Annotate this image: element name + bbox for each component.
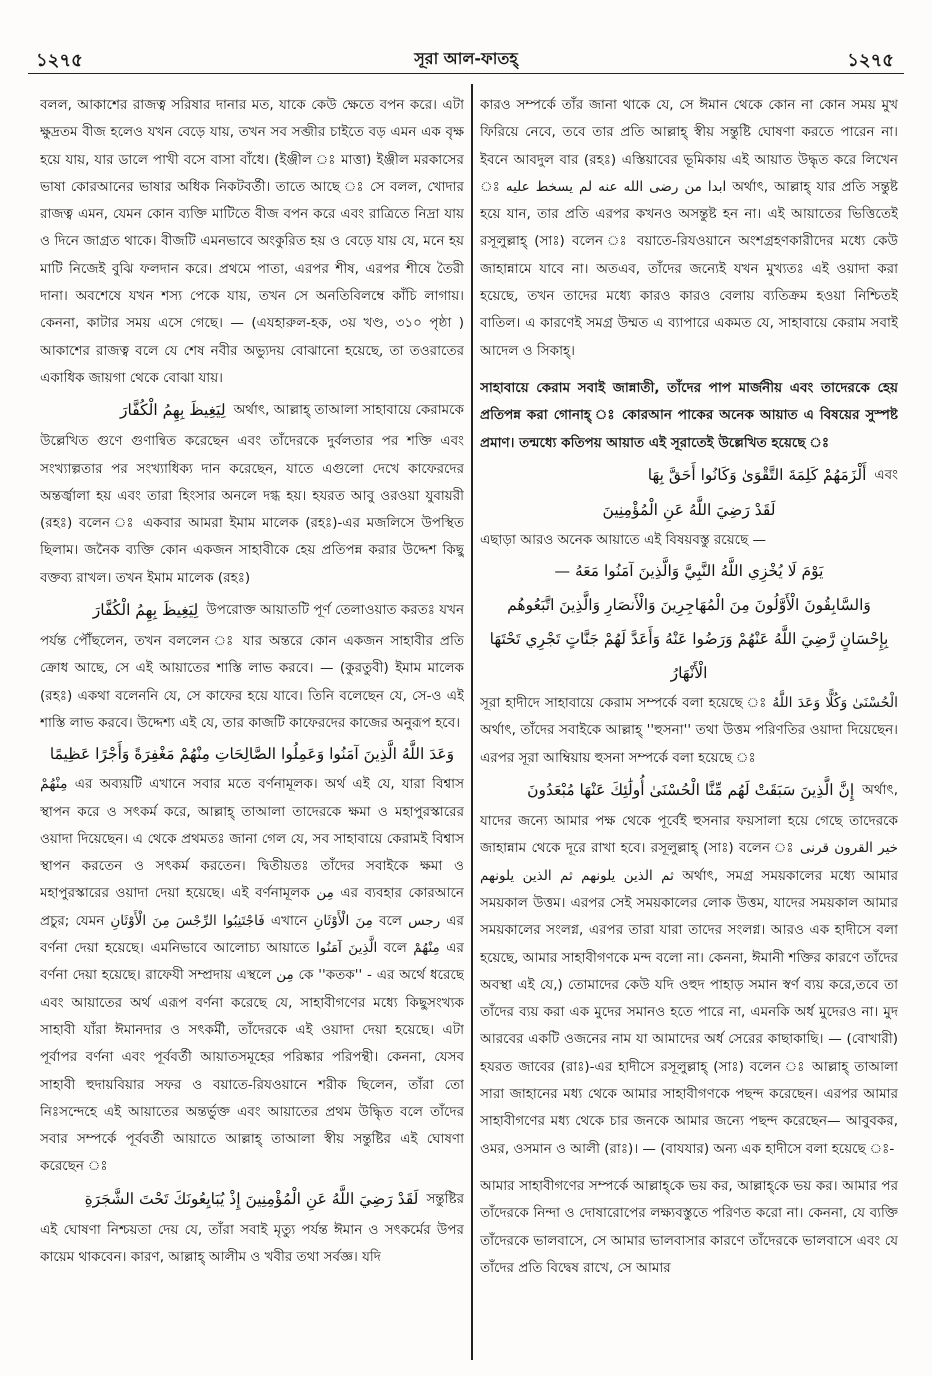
arabic-verse: لَقَدْ رَضِيَ اللَّهُ عَنِ الْمُؤْمِنِينَ [602, 500, 776, 519]
paragraph-fragment: সন্তুষ্টির [426, 1190, 464, 1207]
arabic-verse: وَعَدَ اللَّهُ الَّذِينَ آمَنُوا وَعَمِلُوا الصَّالِحَاتِ مِنْهُمْ مَغْفِرَةً وَأَجْرًا عَظِيمًا [49, 745, 455, 764]
paragraph: পর্যন্ত পৌঁছলেন, তখন বললেন ঃ যার অন্তরে কোন একজন সাহাবীর প্রতি ক্রোধ আছে, সে এই আয়াতের শাস্তি লাভ করবে। — (কুরতুবী) ইমাম মালেক (রহঃ) একথা বলেননি যে, সে কাফের হয়ে যাবে। তিনি বলেছেন যে, সে-ও এই শাস্তি লাভ করবে। উদ্দেশ্য এই যে, তার কাজটি কাফেরদের কাজের অনুরূপ হবে। [40, 633, 464, 731]
arabic-verse: أَلْزَمَهُمْ كَلِمَةَ التَّقْوَىٰ وَكَانُوا أَحَقَّ بِهَا [647, 465, 867, 484]
arabic-phrase: وَكُلًّا وَعَدَ اللَّهُ [772, 695, 848, 712]
column-divider [471, 84, 473, 1360]
paragraph: কারও সম্পর্কে তাঁর জানা থাকে যে, সে ঈমান থেকে কোন না কোন সময় মুখ ফিরিয়ে নেবে, তবে তার প্রতি আল্লাহ্ স্বীয় সন্তুষ্টি ঘোষণা করতে পারেন না। ইবনে আবদুল বার (রহঃ) এস্তিয়াবের ভূমিকায় এই আয়াত উদ্ধৃত করে লিখেন ঃ ابدا من رضى الله عنه لم يسخط عليه অর্থাৎ, আল্লাহ্ যার প্রতি সন্তুষ্ট হয়ে যান, তার প্রতি এরপর কখনও অসন্তুষ্ট হন না। এই আয়াতের ভিত্তিতেই রসূলুল্লাহ্ (সাঃ) বলেন ঃ বয়াতে-রিযওয়ানে অংশগ্রহণকারীদের মধ্যে কেউ জাহান্নামে যাবে না। অতএব, তাঁদের জন্যেই যখন মুখ্যতঃ এই ওয়াদা করা হয়েছে, তখন তাদের মধ্যে কারও কারও বেলায় ব্যতিক্রম হওয়া নিশ্চিতই বাতিল। এ কারণেই সমগ্র উম্মত এ ব্যাপারে একমত যে, সাহাবায়ে কেরাম সবাই আদেল ও সিকাহ্। [480, 97, 898, 359]
paragraph: উল্লেখিত গুণে গুণান্বিত করেছেন এবং তাঁদেরকে দুর্বলতার পর শক্তি এবং সংখ্যাল্পতার পর সংখ্যাধিক্য দান করেছেন, যাতে এগুলো দেখে কাফেরদের অন্তর্জ্বালা হয় এবং তারা হিংসার অনলে দগ্ধ হয়। হযরত আবু ওরওয়া যুবায়রী (রহঃ) বলেন ঃ একবার আমরা ইমাম মালেক (রহঃ)-এর মজলিসে উপস্থিত ছিলাম। জনৈক ব্যক্তি কোন একজন সাহাবীকে হেয় প্রতিপন্ন করার উদ্দেশ কিছু বক্তব্য রাখল। তখন ইমাম মালেক (রহঃ) [40, 433, 464, 586]
verse-line [480, 772, 898, 808]
paragraph: আমার সাহাবীগণের সম্পর্কে আল্লাহ্‌কে ভয় কর, আল্লাহ্‌কে ভয় কর। আমার পর তাঁদেরকে নিন্দা ও দোষারোপের লক্ষ্যবস্তুতে পরিণত করো না। কেননা, যে ব্যক্তি তাঁদেরকে ভালবাসে, সে আমার ভালবাসার কারণে তাঁদেরকে ভালবাসে এবং যে তাঁদের প্রতি বিদ্বেষ রাখে, সে আমার [480, 1177, 898, 1276]
arabic-verse: بِإِحْسَانٍ رَّضِيَ اللَّهُ عَنْهُمْ وَرَضُوا عَنْهُ وَأَعَدَّ لَهُمْ جَنَّاتٍ تَجْرِي تَحْتَهَا الْأَنْهَارُ [489, 630, 889, 683]
arabic-verse: يَوْمَ لَا يُخْزِي اللَّهُ النَّبِيَّ وَالَّذِينَ آمَنُوا مَعَهُ — [554, 562, 824, 581]
paragraph [480, 690, 898, 772]
header-rule [28, 73, 904, 74]
arabic-verse: إِنَّ الَّذِينَ سَبَقَتْ لَهُم مِّنَّا الْحُسْنَىٰ أُولَٰئِكَ عَنْهَا مُبْعَدُونَ [527, 781, 855, 800]
arabic-verse: لِيَغِيظَ بِهِمُ الْكُفَّارَ [120, 401, 226, 420]
right-column [480, 92, 898, 1354]
paragraph-fragment: সূরা হাদীদে সাহাবায়ে কেরাম সম্পর্কে বলা হয়েছে ঃ [480, 695, 768, 712]
verse-line [480, 457, 898, 493]
paragraph [480, 375, 898, 457]
paragraph-fragment: উপরোক্ত আয়াতটি পূর্ণ তেলাওয়াত করতঃ যখন [206, 602, 464, 619]
paragraph: এছাড়া আরও অনেক আয়াতে এই বিষয়বস্তু রয়েছে — [480, 531, 767, 548]
paragraph-fragment: অর্থাৎ, তাঁদের সবাইকে আল্লাহ্ ''হুসনা'' তথা উত্তম পরিণতির [480, 722, 806, 739]
paragraph: যাদের জন্যে আমার পক্ষ থেকে পূর্বেই হুসনার ফয়সালা হয়ে গেছে তাদেরকে জাহান্নাম থেকে দূরে রাখা হবে। রসূলুল্লাহ্ (সাঃ) বলেন ঃ خير القرون قرنى ثم الذين يلونهم ثم الذين يلونهم অর্থাৎ, সমগ্র সময়কালের মধ্যে আমার সময়কাল উত্তম। এরপর সেই সময়কালের লোক উত্তম, যাদের সময়কাল আমার সময়কালের সংলগ্ন, এরপর তারা যারা তাদের সংলগ্ন। আরও এক হাদীসে বলা হয়েছে, আমার সাহাবীগণকে মন্দ বলো না। কেননা, ঈমানী শক্তির কারণে তাঁদের অবস্থা এই যে,) তোমাদের কেউ যদি ওহুদ পাহাড় সমান স্বর্ণ ব্যয় করে,তবে তা তাঁদের ব্যয় করা এক মুদের সমানও হতে পারে না, এমনকি অর্ধ মুদেরও না। মুদ আরবের একটি ওজনের নাম যা আমাদের অর্ধ সেরের কাছাকাছি। — (বোখারী) হযরত জাবের (রাঃ)-এর হাদীসে রসূলুল্লাহ্ (সাঃ) বলেন ঃ আল্লাহ্ তাআলা সারা জাহানের মধ্য থেকে আমার সাহাবীগণকে পছন্দ করেছেন। এরপর আমার সাহাবীগণের মধ্য থেকে চার জনকে আমার জন্যে পছন্দ করেছেন— আবুবকর, ওমর, ওসমান ও আলী (রাঃ)। — (বাযযার) অন্য এক হাদীসে বলা হয়েছে ঃ- [480, 813, 898, 1157]
page-number-left: ১২৭৫ [36, 50, 83, 71]
verse-line [40, 1181, 464, 1217]
arabic-word: مِنْهُمْ [40, 776, 68, 793]
paragraph-fragment: এর অব্যয়টি এখানে সবার মতে বর্ণনামূলক। অর্থ এই যে, যারা বিশ্বাস স্থাপন করে ও সৎকর্ম করে, আল্লাহ্ তাআলা তাদেরকে ক্ষমা ও মহাপুরস্কারের ওয়াদা দিয়েছেন। এ থেকে প্রথমতঃ জানা গেল যে, সব সাহাবায়ে কেরামই বিশ্বাস স্থাপন করতেন ও সৎকর্ম করতেন। দ্বিতীয়তঃ তাঁদের সবাইকে ক্ষমা ও মহাপুরস্কারের ওয়াদা দেয়া হয়েছে। এই বর্ণনামূলক مِن এর ব্যবহার কোরআনে প্রচুর; যেমন فَاجْتَنِبُوا الرِّجْسَ مِنَ الْأَوْثَانِ এখানে مِنَ الْأَوْثَانِ বলে رجس এর বর্ণনা দেয়া হয়েছে। এমনিভাবে আলোচ্য আয়াতে الَّذِينَ آمَنُوا বলে مِنْهُمْ এর বর্ণনা দেয়া হয়েছে। রাফেযী সম্প্রদায় এস্থলে مِن কে ''কতক'' - এর অর্থে ধরেছে এবং আয়াতের অর্থ এরূপ বর্ণনা করেছে যে, সাহাবীগণের মধ্যে কিছুসংখ্যক সাহাবী যাঁরা ঈমানদার ও সৎকর্মী, তাঁদেরকে এই ওয়াদা দেয়া হয়েছে। এটা পূর্বাপর বর্ণনা এবং পূর্ববর্তী আয়াতসমূহের পরিষ্কার পরিপন্থী। কেননা, যেসব সাহাবী হুদায়বিয়ার সফর ও বয়াতে-রিযওয়ানে শরীক ছিলেন, তাঁরা তো নিঃসন্দেহে এই আয়াতের অন্তর্ভুক্ত এবং আয়াতের প্রথম উদ্ধিৃত বলে তাঁদের সবার সম্পর্কে পূর্ববর্তী আয়াতে আল্লাহ্ তাআলা স্বীয় সন্তুষ্টির এই ঘোষণা করেছেন ঃ [40, 776, 464, 1175]
verse-line [40, 392, 464, 428]
page-number-right: ১২৭৫ [847, 50, 894, 71]
paragraph-fragment: ওয়াদা দিয়েছেন। এরপর সূরা আম্বিয়ায় হুসনা সম্পর্কে বলা হয়েছে ঃ [480, 722, 898, 766]
paragraph-fragment: অর্থাৎ, আল্লাহ্ তাআলা সাহাবায়ে কেরামকে [233, 402, 464, 419]
left-column [40, 92, 464, 1354]
arabic-verse: لِيَغِيظَ بِهِمُ الْكُفَّارَ [92, 601, 199, 620]
conjunction: এবং [874, 466, 898, 483]
section-heading: সাহাবায়ে কেরাম সবাই জান্নাতী, তাঁদের পাপ মার্জনীয় এবং তাদেরকে হেয় প্রতিপন্ন করা গোনাহ্ ঃ কোরআন পাকের অনেক আয়াত এ বিষয়ের সুস্পষ্ট প্রমাণ। তন্মধ্যে কতিপয় আয়াত এই সূরাতেই উল্লেখিত হয়েছে ঃ [480, 379, 898, 451]
arabic-word: الْحُسْنَىٰ [852, 695, 898, 712]
paragraph: বলল, আকাশের রাজত্ব সরিষার দানার মত, যাকে কেউ ক্ষেতে বপন করে। এটা ক্ষুদ্রতম বীজ হলেও যখন বেড়ে যায়, তখন সব সব্জীর চাইতে বড় এমন এক বৃক্ষ হয়ে যায়, যার ডালে পাখী বসে বাসা বাঁধে। (ইঞ্জীল ঃ মাত্তা) ইঞ্জীল মরকাসের ভাষা কোরআনের ভাষার অধিক নিকটবর্তী। তাতে আছে ঃ সে বলল, খোদার রাজত্ব এমন, যেমন কোন ব্যক্তি মাটিতে বীজ বপন করে এবং রাত্রিতে নিদ্রা যায় ও দিনে জাগ্রত থাকে। বীজটি এমনভাবে অংকুরিত হয় ও বেড়ে যায় যে, মনে হয় মাটি নিজেই বুঝি ফলদান করে। প্রথমে পাতা, এরপর শীষ, এরপর শীষে তৈরী দানা। অবশেষে যখন শস্য পেকে যায়, তখন সে অনতিবিলম্বে কাঁচি লাগায়। কেননা, কাটার সময় এসে গেছে। — (এযহারুল-হক, ৩য় খণ্ড, ৩১০ পৃষ্ঠা ) আকাশের রাজত্ব বলে যে শেষ নবীর অভ্যুদয় বোঝানো হয়েছে, তা তওরাতের একাধিক জায়গা থেকে বোঝা যায়। [40, 97, 464, 386]
running-title: সূরা আল-ফাতহ্ [414, 49, 518, 68]
page-header [28, 40, 904, 76]
paragraph [40, 771, 464, 1180]
verse-line [40, 592, 464, 628]
arabic-verse: لَقَدْ رَضِيَ اللَّهُ عَنِ الْمُؤْمِنِينَ إِذْ يُبَايِعُونَكَ تَحْتَ الشَّجَرَةِ [84, 1189, 419, 1208]
arabic-verse: وَالسَّابِقُونَ الْأَوَّلُونَ مِنَ الْمُهَاجِرِينَ وَالْأَنصَارِ وَالَّذِينَ اتَّبَعُوهُم [507, 596, 871, 615]
paragraph: এই ঘোষণা নিশ্চয়তা দেয় যে, তাঁরা সবাই মৃত্যু পর্যন্ত ঈমান ও সৎকর্মের উপর কায়েম থাকবেন। কারণ, আল্লাহ্ আলীম ও খবীর তথা সর্বজ্ঞ। যদি [40, 1221, 464, 1265]
paragraph-fragment: অর্থাৎ, [862, 782, 898, 799]
